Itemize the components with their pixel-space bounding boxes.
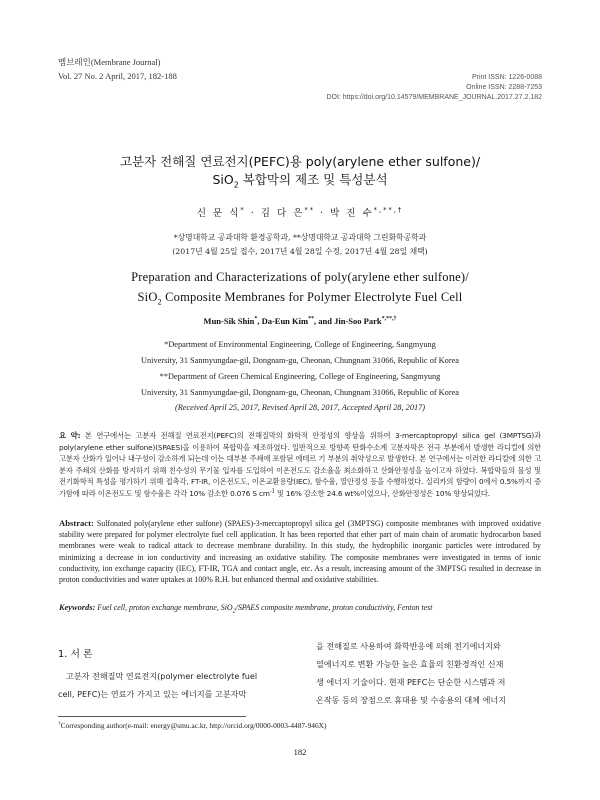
keywords-sub: 2 bbox=[232, 608, 236, 615]
abstract-ko-text: 본 연구에서는 고분자 전해질 연료전지(PEFC)의 전해질막의 화학적 안정성의 향상을 위하여 3-mercaptopropyl silica gel (3MPTSG)과 poly(arylene ether sulfone)(SPAES)을 이용하여 복합막을 제조하였다. 일반적으로 방향족 탄화수소계 고분자막은 전극 부분에서 발생한 라디컬에 의한 고분자 산화가 일어나 내구성이 감소하게 되는데 이는 대부분 주쇄에 포함된 에테르 기 부분의 취약성으로 발생한다. 본 연구에서는 이러한 라디칼에 의한 고분자 주쇄의 산화를 방지하기 위해 친수성의 무기물 입자를 도입하여 이온전도도 감소율을 최소화하고 산화안정성을 높이고자 하였다. 복합막들의 물성 및 전기화학적 특성을 평가하기 위해 접촉각, FT-IR, 이온전도도, 이온교환용량(IEC), 함수율, 열안정성 등을 수행하였다. 실리카의 함량이 0에서 0.5%까지 증가함에 따라 이온전도도 및 함수율은 각각 10% 감소한 0.076 S cm bbox=[59, 431, 541, 498]
affiliation-en-4: University, 31 Sanmyungdae-gil, Dongnam-gu, Cheonan, Chungnam 31066, Republic of Korea bbox=[141, 388, 459, 397]
abstract-en bbox=[59, 518, 541, 585]
abstract-en-label: Abstract: bbox=[59, 518, 94, 528]
author-en-3: Jin-Soo Park bbox=[334, 316, 382, 326]
abstract-ko-label: 요 약: bbox=[59, 431, 81, 440]
title-ko-rest: 복합막의 제조 및 특성분석 bbox=[238, 172, 388, 187]
keywords bbox=[59, 602, 541, 618]
section-heading-introduction: 1. 서 론 bbox=[58, 649, 93, 660]
author-ko-1-mark: * bbox=[240, 205, 246, 214]
author-en-1: Mun-Sik Shin bbox=[203, 316, 255, 326]
author-en-and: , and bbox=[314, 316, 335, 326]
authors-en bbox=[0, 316, 600, 326]
affiliation-ko: *상명대학교 공과대학 환경공학과, **상명대학교 공과대학 그린화학공학과 bbox=[173, 233, 427, 242]
author-en-sep: , bbox=[257, 316, 262, 326]
affiliation-en-3: **Department of Green Chemical Engineering, College of Engineering, Sangmyung bbox=[159, 372, 441, 381]
title-en-sio: SiO bbox=[137, 290, 158, 304]
title-en-line2 bbox=[0, 290, 600, 307]
author-ko-3: 박 진 수 bbox=[330, 208, 374, 219]
footnote-text: Corresponding author(e-mail: energy@smu.ac.kr, http://orcid.org/0000-0003-4487-946X) bbox=[60, 721, 327, 730]
keywords-text-1: Fuel cell, proton exchange membrane, SiO bbox=[95, 603, 233, 612]
author-ko-sep-2: · bbox=[315, 208, 331, 219]
doi-link[interactable]: DOI: https://doi.org/10.14579/MEMBRANE_JOURNAL.2017.27.2.182 bbox=[326, 94, 542, 101]
author-en-2-mark: ** bbox=[308, 316, 315, 323]
authors-ko bbox=[0, 205, 600, 219]
title-ko-sio: SiO bbox=[212, 172, 234, 187]
title-en-line1: Preparation and Characterizations of poly(arylene ether sulfone)/ bbox=[131, 270, 469, 284]
author-ko-2: 김 다 은 bbox=[260, 208, 305, 219]
keywords-text-2: /SPAES composite membrane, proton conductivity, Fenton test bbox=[235, 603, 433, 612]
title-ko-sub: 2 bbox=[233, 180, 239, 190]
author-ko-1: 신 문 식 bbox=[196, 208, 241, 219]
intro-left-line-2: cell, PEFC)는 연료가 가지고 있는 에너지를 고분자막 bbox=[58, 689, 247, 699]
intro-right-line-1: 을 전해질로 사용하여 화학반응에 의해 전기에너지와 bbox=[316, 641, 501, 651]
issn-block bbox=[326, 73, 542, 103]
online-issn: Online ISSN: 2288-7253 bbox=[466, 84, 542, 91]
author-ko-sep-1: · bbox=[245, 208, 261, 219]
footnote-rule bbox=[58, 716, 246, 717]
title-ko-line2 bbox=[0, 170, 600, 190]
author-ko-2-mark: ** bbox=[304, 205, 316, 214]
footnote-mark: † bbox=[58, 720, 61, 727]
journal-name: 멤브레인(Membrane Journal) bbox=[58, 57, 161, 67]
intro-right-line-4: 온작동 등의 장점으로 휴대용 및 수송용의 대체 에너지 bbox=[316, 695, 507, 705]
received-ko: (2017년 4월 25일 접수, 2017년 4월 28일 수정, 2017년 4월 28일 채택) bbox=[172, 247, 428, 256]
page-number: 182 bbox=[293, 747, 307, 757]
print-issn: Print ISSN: 1226-0088 bbox=[471, 74, 542, 81]
title-en-sub: 2 bbox=[157, 297, 162, 307]
journal-volume-line: Vol. 27 No. 2 April, 2017, 182-188 bbox=[58, 71, 177, 81]
abstract-ko-sup: -1 bbox=[269, 488, 275, 495]
abstract-ko bbox=[59, 430, 541, 500]
author-en-1-mark: * bbox=[254, 316, 258, 323]
intro-left-line-1: 고분자 전해질막 연료전지(polymer electrolyte fuel bbox=[66, 671, 258, 681]
title-ko-line1: 고분자 전해질 연료전지(PEFC)용 poly(arylene ether sulfone)/ bbox=[119, 154, 481, 169]
author-ko-3-mark: *,**,† bbox=[373, 205, 404, 214]
footnote bbox=[58, 721, 326, 730]
received-en: (Received April 25, 2017, Revised April 28, 2017, Accepted April 28, 2017) bbox=[174, 403, 426, 412]
keywords-label: Keywords: bbox=[59, 603, 96, 612]
author-en-2: Da-Eun Kim bbox=[261, 316, 309, 326]
abstract-ko-text-2: 및 16% 감소한 24.6 wt%이었으나, 산화안정성은 10% 향상되었다. bbox=[274, 488, 490, 498]
title-en-rest: Composite Membranes for Polymer Electrolyte Fuel Cell bbox=[161, 290, 463, 304]
intro-right-line-2: 열에너지로 변환 가능한 높은 효율의 친환경적인 신재 bbox=[316, 659, 504, 669]
affiliation-en-1: *Department of Environmental Engineering, College of Engineering, Sangmyung bbox=[164, 340, 436, 349]
affiliation-en-2: University, 31 Sanmyungdae-gil, Dongnam-gu, Cheonan, Chungnam 31066, Republic of Korea bbox=[141, 356, 459, 365]
intro-right-line-3: 생 에너지 기술이다. 현재 PEFC는 단순한 시스템과 저 bbox=[316, 677, 506, 687]
abstract-en-text: Sulfonated poly(arylene ether sulfone) (SPAES)-3-mercaptopropyl silica gel (3MPTSG) composite membranes with improved oxidative stability were prepared for polymer electrolyte fuel cell application. It has been reported that ether part of main chain of aromatic hydrocarbon based membranes were weak to radical attack to decrease membrane durability. In this study, the hydrophilic inorganic particles were introduced by minimizing a decrease in ion conductivity and increasing an oxidative stability. The composite membranes were investigated in terms of ionic conductivity, ion exchange capacity (IEC), FT-IR, TGA and contact angle, etc. As a result, increasing amount of the 3MPTSG resulted in decrease in proton conductivities and water uptakes at 100% R.H. but enhanced thermal and oxidative stabilities. bbox=[59, 519, 541, 585]
author-en-3-mark: *,**,† bbox=[381, 316, 397, 323]
